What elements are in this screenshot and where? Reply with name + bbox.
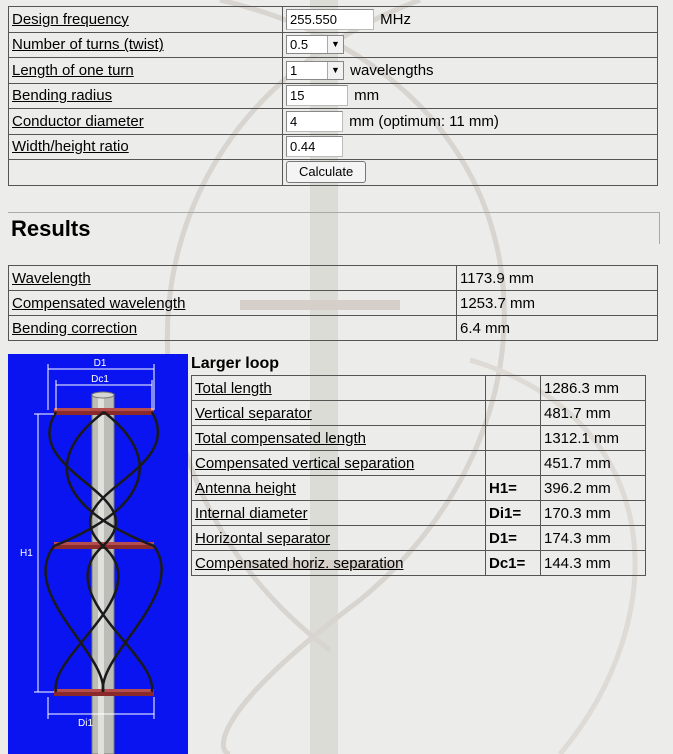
result-label[interactable]: Wavelength (12, 269, 91, 287)
loop-label[interactable]: Internal diameter (195, 504, 308, 522)
turn-length-unit: wavelengths (350, 61, 434, 79)
form-row-turns (9, 32, 658, 58)
table-row (192, 401, 646, 426)
results-table (8, 265, 658, 341)
label-d1: D1 (93, 358, 107, 369)
larger-loop-title: Larger loop (191, 355, 280, 372)
form-row-conductor-diameter (9, 109, 658, 135)
loop-label[interactable]: Vertical separator (195, 404, 312, 422)
loop-symbol (486, 376, 541, 401)
loop-label[interactable]: Total length (195, 379, 272, 397)
calculate-button[interactable]: Calculate (286, 161, 366, 183)
conductor-diameter-unit: mm (optimum: 11 mm) (349, 112, 499, 130)
conductor-diameter-label[interactable]: Conductor diameter (12, 112, 144, 130)
loop-symbol (486, 426, 541, 451)
label-di1: Di1 (78, 718, 94, 729)
loop-symbol: D1= (486, 526, 541, 551)
wh-ratio-label[interactable]: Width/height ratio (12, 138, 129, 156)
antenna-diagram (8, 354, 188, 754)
result-label[interactable]: Compensated wavelength (12, 294, 186, 312)
bending-radius-input[interactable]: 15 (286, 85, 348, 106)
form-row-bending-radius (9, 83, 658, 109)
label-dc1: Dc1 (91, 374, 109, 385)
loop-symbol: Dc1= (486, 551, 541, 576)
chevron-down-icon: ▼ (327, 36, 343, 53)
table-row (9, 266, 658, 291)
loop-value: 144.3 mm (541, 551, 646, 576)
loop-symbol: Di1= (486, 501, 541, 526)
loop-label[interactable]: Compensated vertical separation (195, 454, 415, 472)
table-row (192, 426, 646, 451)
form-row-actions (9, 160, 658, 186)
label-h1: H1 (20, 548, 33, 559)
wh-ratio-input[interactable]: 0.44 (286, 136, 343, 157)
result-value: 1253.7 mm (457, 291, 658, 316)
form-row-wh-ratio (9, 134, 658, 160)
turns-select[interactable] (286, 35, 344, 54)
loop-value: 451.7 mm (541, 451, 646, 476)
loop-value: 1312.1 mm (541, 426, 646, 451)
table-row (192, 501, 646, 526)
design-frequency-unit: MHz (380, 10, 411, 28)
form-row-frequency (9, 7, 658, 33)
turn-length-select[interactable] (286, 61, 344, 80)
loop-value: 1286.3 mm (541, 376, 646, 401)
turn-length-label[interactable]: Length of one turn (12, 61, 134, 79)
loop-label[interactable]: Antenna height (195, 479, 296, 497)
result-value: 1173.9 mm (457, 266, 658, 291)
loop-value: 396.2 mm (541, 476, 646, 501)
loop-symbol (486, 451, 541, 476)
results-heading: Results (8, 212, 660, 244)
loop-label[interactable]: Horizontal separator (195, 529, 331, 547)
design-frequency-label[interactable]: Design frequency (12, 10, 129, 28)
loop-symbol (486, 401, 541, 426)
bending-radius-label[interactable]: Bending radius (12, 87, 113, 105)
form-row-turn-length (9, 58, 658, 84)
conductor-diameter-input[interactable]: 4 (286, 111, 343, 132)
loop-symbol: H1= (486, 476, 541, 501)
input-form-table (8, 6, 658, 186)
table-row (9, 316, 658, 341)
design-frequency-input[interactable]: 255.550 (286, 9, 374, 30)
loop-label[interactable]: Compensated horiz. separation (195, 554, 404, 572)
loop-value: 170.3 mm (541, 501, 646, 526)
turns-label[interactable]: Number of turns (twist) (12, 36, 164, 54)
chevron-down-icon: ▼ (327, 62, 343, 79)
larger-loop-table (191, 375, 646, 576)
table-row (192, 551, 646, 576)
table-row (192, 451, 646, 476)
turns-select-value: 0.5 (290, 37, 309, 53)
loop-label[interactable]: Total compensated length (195, 429, 366, 447)
table-row (192, 476, 646, 501)
bending-radius-unit: mm (354, 87, 380, 105)
result-label[interactable]: Bending correction (12, 319, 138, 337)
table-row (192, 376, 646, 401)
table-row (192, 526, 646, 551)
loop-value: 174.3 mm (541, 526, 646, 551)
result-value: 6.4 mm (457, 316, 658, 341)
table-row (9, 291, 658, 316)
loop-value: 481.7 mm (541, 401, 646, 426)
turn-length-select-value: 1 (290, 62, 298, 78)
